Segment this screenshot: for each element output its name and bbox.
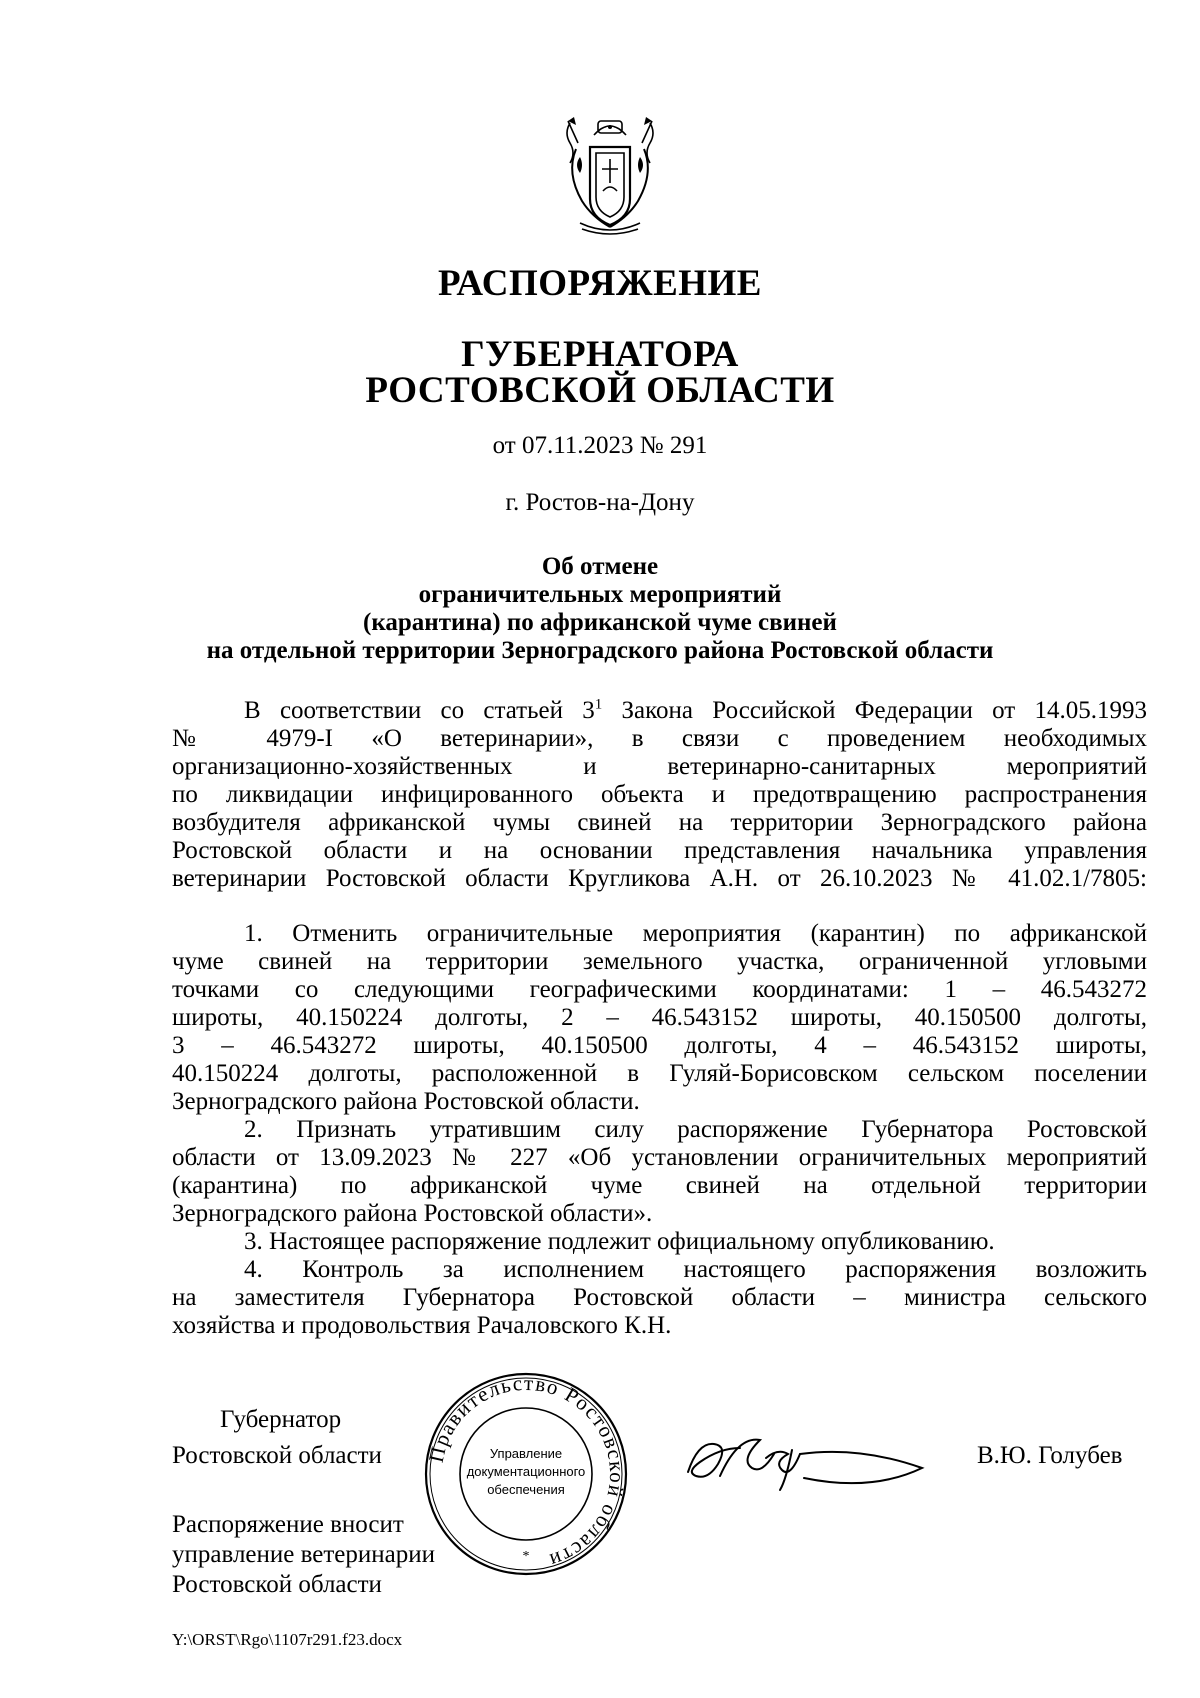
subject-line: на отдельной территории Зерноградского района Ростовской области: [206, 637, 994, 664]
preamble-text: Закона Российской Федерации от 14.05.1993: [602, 697, 1148, 724]
item-4-line: хозяйства и продовольствия Рачаловского К.Н.: [172, 1312, 672, 1339]
preamble-line: по ликвидации инфицированного объекта и предотвращению распространения: [172, 781, 1147, 808]
item-1-line: 3 – 46.543272 широты, 40.150500 долготы, 4 – 46.543152 широты,: [172, 1032, 1147, 1059]
date-number: от 07.11.2023 № 291: [492, 432, 708, 459]
item-1-line: 1. Отменить ограничительные мероприятия (карантин) по африканской: [244, 920, 1147, 947]
preamble-line: ветеринарии Ростовской области Кругликова А.Н. от 26.10.2023 № 41.02.1/7805:: [172, 865, 1147, 892]
subject-line: ограничительных мероприятий: [418, 581, 782, 608]
seal-inner-line: документационного: [466, 1464, 586, 1479]
submitted-by-line: Распоряжение вносит: [172, 1511, 404, 1538]
item-1-line: 40.150224 долготы, расположенной в Гуляй-Борисовском сельском поселении: [172, 1060, 1147, 1087]
signatory-position-line-2: Ростовской области: [172, 1442, 382, 1469]
preamble-line: организационно-хозяйственных и ветеринарно-санитарных мероприятий: [172, 753, 1147, 780]
preamble-line: Ростовской области и на основании представления начальника управления: [172, 837, 1147, 864]
handwritten-signature: [680, 1424, 930, 1494]
item-1-line: точками со следующими географическими координатами: 1 – 46.543272: [172, 976, 1147, 1003]
item-2-line: области от 13.09.2023 № 227 «Об установлении ограничительных мероприятий: [172, 1144, 1147, 1171]
item-2-line: 2. Признать утратившим силу распоряжение Губернатора Ростовской: [244, 1116, 1147, 1143]
preamble-line: возбудителя африканской чумы свиней на территории Зерноградского района: [172, 809, 1147, 836]
submitted-by-line: управление ветеринарии: [172, 1541, 436, 1568]
signatory-position-line-1: Губернатор: [220, 1406, 342, 1433]
signatory-name: В.Ю. Голубев: [977, 1442, 1123, 1469]
item-4-line: 4. Контроль за исполнением настоящего распоряжения возложить: [244, 1256, 1147, 1283]
subject-line: Об отмене: [541, 553, 659, 580]
authority-line-2: РОСТОВСКОЙ ОБЛАСТИ: [365, 370, 835, 411]
item-4-line: на заместителя Губернатора Ростовской области – министра сельского: [172, 1284, 1147, 1311]
file-path: Y:\ORST\Rgo\1107r291.f23.docx: [172, 1630, 403, 1649]
submitted-by-line: Ростовской области: [172, 1571, 382, 1598]
item-2-line: (карантина) по африканской чуме свиней на отдельной территории: [172, 1172, 1147, 1199]
document-title: РАСПОРЯЖЕНИЕ: [437, 263, 762, 304]
svg-text:*: *: [522, 1549, 530, 1564]
seal-inner-line: обеспечения: [487, 1482, 565, 1497]
order-items: [172, 920, 1147, 1340]
subject-line: (карантина) по африканской чуме свиней: [363, 609, 837, 636]
seal-inner-line: Управление: [489, 1446, 563, 1461]
item-2-line: Зерноградского района Ростовской области».: [172, 1200, 653, 1227]
seal-ring-text: Правительство Ростовской области: [423, 1370, 630, 1574]
official-seal: [422, 1370, 630, 1578]
item-3-line: 3. Настоящее распоряжение подлежит официальному опубликованию.: [244, 1228, 995, 1255]
superscript: 1: [594, 696, 603, 713]
city: г. Ростов-на-Дону: [505, 489, 695, 516]
preamble-paragraph: [172, 697, 1147, 893]
authority-line-1: ГУБЕРНАТОРА: [461, 334, 739, 375]
item-1-line: чуме свиней на территории земельного участка, ограниченной угловыми: [172, 948, 1147, 975]
preamble-text: В соответствии со статьей 3: [244, 697, 595, 724]
document-subject: [0, 553, 1200, 665]
coat-of-arms-emblem: [560, 113, 660, 238]
preamble-line: № 4979-I «О ветеринарии», в связи с проведением необходимых: [172, 725, 1147, 752]
item-1-line: широты, 40.150224 долготы, 2 – 46.543152 широты, 40.150500 долготы,: [172, 1004, 1147, 1031]
item-1-line: Зерноградского района Ростовской области.: [172, 1088, 640, 1115]
preamble-line: [172, 697, 1147, 725]
